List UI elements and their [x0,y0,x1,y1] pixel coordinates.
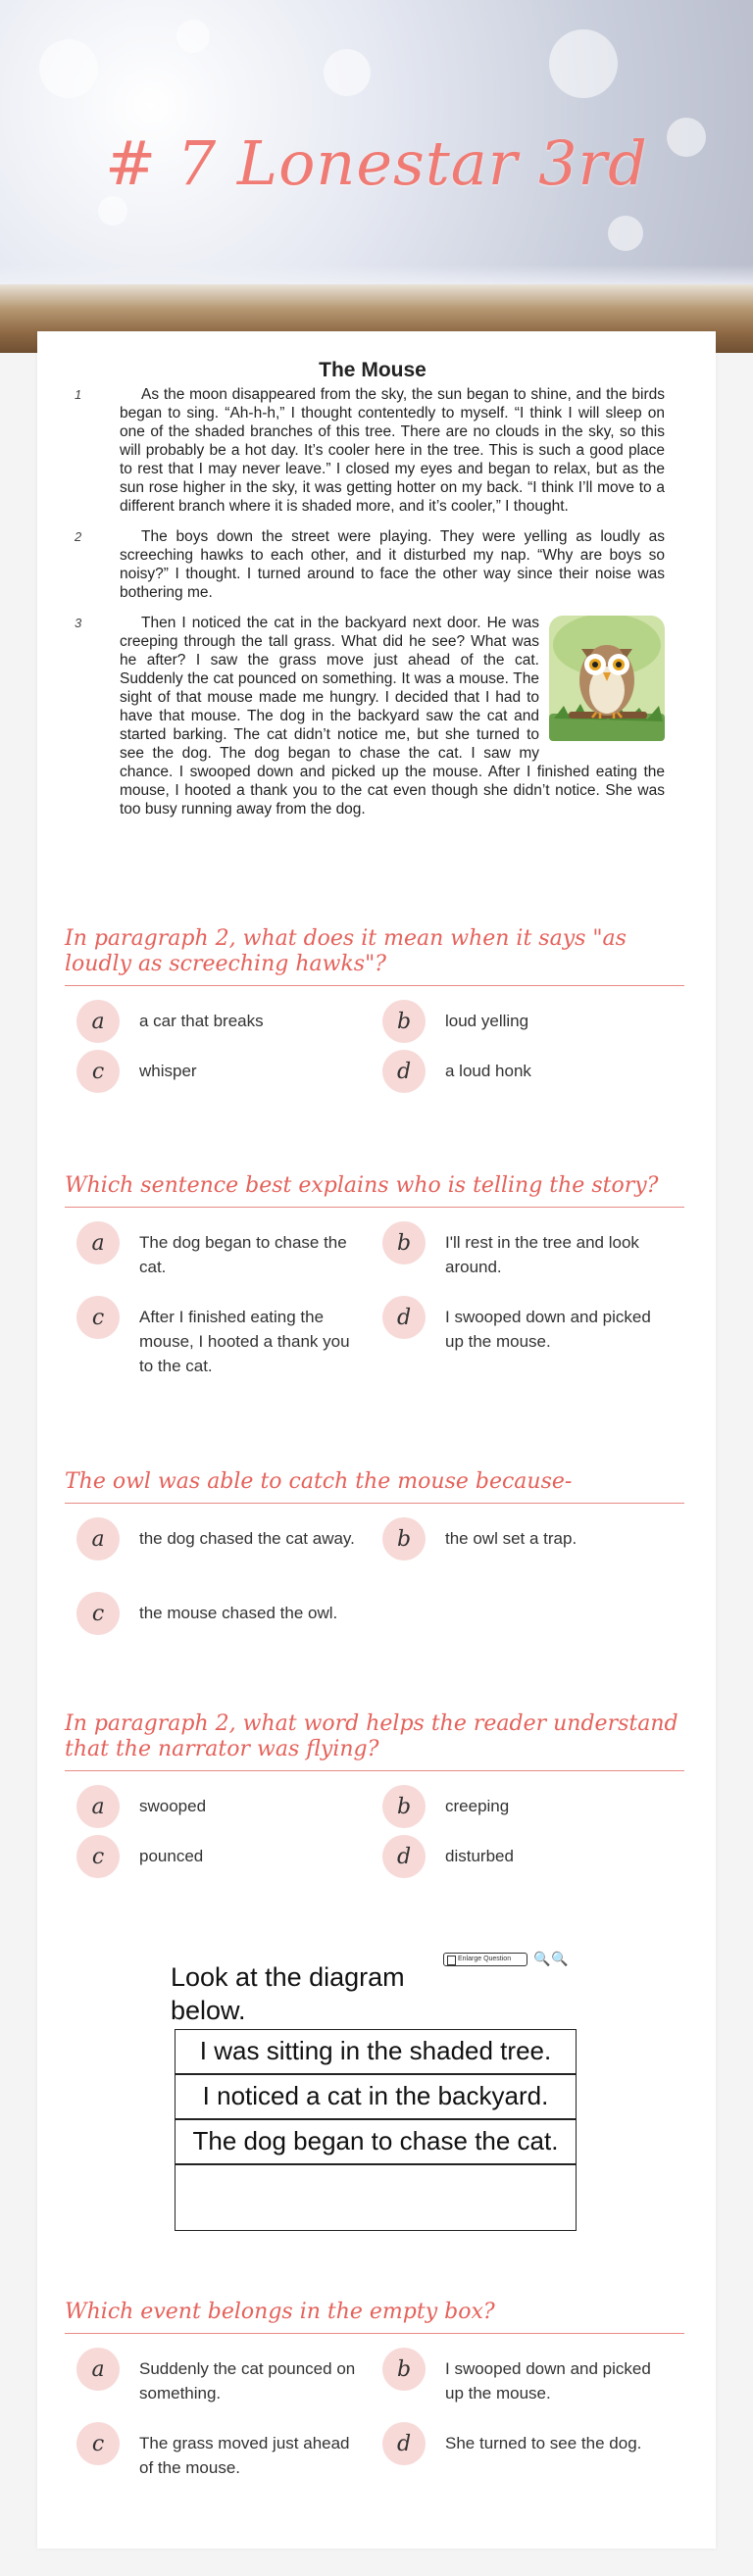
option-letter: d [382,1050,426,1093]
question-text: In paragraph 2, what word helps the reader understand that the narrator was flying? [65,1711,678,1761]
option-text: pounced [139,1847,204,1865]
option-d[interactable] [382,1050,677,1093]
option-d[interactable] [382,1835,677,1878]
page-title: # 7 Lonestar 3rd [105,127,648,199]
option-text: a car that breaks [139,1012,264,1030]
option-text: the mouse chased the owl. [139,1604,338,1622]
option-b[interactable] [382,1221,677,1279]
option-c[interactable] [76,1296,371,1378]
option-letter: d [382,2422,426,2465]
option-text: The grass moved just ahead of the mouse. [139,2434,350,2477]
diagram-caption: Look at the diagram below. [171,1962,405,2025]
zoom-in-icon[interactable]: 🔍 [533,1951,551,1966]
bokeh-light [98,196,127,225]
option-letter: a [76,1000,120,1043]
paragraph-text: Then I noticed the cat in the backyard next door. He was creeping through the tall grass. What did he see? What was he after? I saw the grass move just ahead of the cat. Suddenly the cat pounced on something. It was a mouse. The sight of that mouse made me hungry. I decided that I had to have that mouse. The dog in the backyard saw the cat and started barking. The cat didn’t notice me, but she turned to see the dog. The dog began to chase the cat. I saw my chance. I swooped down and picked up the mouse. After I finished eating the mouse, I hooted a thank you to the cat even though she didn’t notice. She was too busy running away from the dog. [120,615,665,817]
paragraph-3-body [120,614,665,818]
diagram-box-2: I noticed a cat in the backyard. [175,2074,577,2119]
option-d[interactable] [382,1296,677,1354]
option-a[interactable] [76,2348,371,2405]
option-text: a loud honk [445,1062,531,1080]
bokeh-light [608,216,643,251]
question-3 [65,1469,684,1645]
answer-options [65,1000,684,1098]
paragraph-number: 3 [75,616,82,630]
question-divider [65,1207,684,1208]
question-divider [65,2333,684,2334]
enlarge-question-button[interactable]: Enlarge Question [443,1953,527,1966]
diagram-box-1: I was sitting in the shaded tree. [175,2029,577,2074]
option-b[interactable] [382,1785,677,1828]
option-text: I swooped down and picked up the mouse. [445,1308,651,1351]
option-letter: a [76,2348,120,2391]
sequence-diagram [167,1953,608,2237]
option-c[interactable] [76,2422,371,2480]
option-a[interactable] [76,1785,371,1828]
option-letter: a [76,1785,120,1828]
header-banner [0,0,753,353]
option-letter: c [76,1592,120,1635]
bokeh-light [39,39,98,98]
answer-options [65,1221,684,1398]
reading-passage [75,359,665,830]
option-b[interactable] [382,1000,677,1043]
zoom-out-icon[interactable]: 🔍 [551,1951,569,1966]
question-divider [65,1503,684,1504]
paragraph-2 [75,527,665,602]
question-text: Which event belongs in the empty box? [65,2300,495,2324]
option-b[interactable] [382,1517,677,1560]
paragraph-text: As the moon disappeared from the sky, the sun began to shine, and the birds began to sing. “Ah-h-h,” I thought contentedly to myself. “I think I will sleep on one of the shaded branches of this tree. There are no clouds in the sky, so this will probably be a hot day. It’s cooler here in the tree. This is such a good place to rest that I may never leave.” I closed my eyes and began to relax, but as the sun rose higher in the sky, it was getting hotter on my back. “I think I’ll move to a different branch where it is shaded more, and it’s cooler,” I thought. [120,386,665,515]
option-letter: b [382,1517,426,1560]
answer-options [65,2348,684,2524]
option-letter: a [76,1221,120,1264]
option-text: The dog began to chase the cat. [139,1233,347,1276]
option-letter: c [76,1835,120,1878]
option-text: She turned to see the dog. [445,2434,642,2452]
option-letter: b [382,1785,426,1828]
question-4 [65,1711,684,1883]
option-d[interactable] [382,2422,677,2465]
option-letter: c [76,1296,120,1339]
option-c[interactable] [76,1592,371,1635]
bokeh-light [549,29,618,98]
option-text: I'll rest in the tree and look around. [445,1233,639,1276]
option-letter: b [382,1000,426,1043]
option-text: swooped [139,1797,207,1815]
answer-options [65,1785,684,1883]
owl-illustration [549,616,665,741]
question-divider [65,1770,684,1771]
question-2 [65,1173,684,1398]
paragraph-number: 1 [75,387,82,402]
option-letter: a [76,1517,120,1560]
bokeh-light [176,20,210,53]
answer-options [65,1517,684,1645]
option-letter: b [382,1221,426,1264]
option-text: the dog chased the cat away. [139,1529,355,1548]
diagram-box-3: The dog began to chase the cat. [175,2119,577,2164]
option-letter: c [76,1050,120,1093]
option-letter: c [76,2422,120,2465]
option-a[interactable] [76,1517,371,1560]
option-text: disturbed [445,1847,514,1865]
question-text: In paragraph 2, what does it mean when it says "as loudly as screeching hawks"? [65,926,627,976]
question-1 [65,926,684,1098]
passage-title: The Mouse [319,359,427,381]
option-a[interactable] [76,1221,371,1279]
option-b[interactable] [382,2348,677,2405]
paragraph-1 [75,385,665,516]
option-c[interactable] [76,1050,371,1093]
question-text: Which sentence best explains who is telling the story? [65,1173,659,1198]
option-text: loud yelling [445,1012,529,1030]
option-letter: d [382,1835,426,1878]
question-divider [65,985,684,986]
paragraph-text: The boys down the street were playing. They were yelling as loudly as screeching hawks to each other, and it disturbed my nap. “Why are boys so noisy?” I thought. I turned around to face the other way since their noise was bothering me. [120,528,665,601]
option-a[interactable] [76,1000,371,1043]
option-text: the owl set a trap. [445,1529,577,1548]
option-letter: b [382,2348,426,2391]
option-text: whisper [139,1062,197,1080]
option-text: After I finished eating the mouse, I hooted a thank you to the cat. [139,1308,350,1375]
option-text: Suddenly the cat pounced on something. [139,2359,356,2403]
paragraph-number: 2 [75,529,82,544]
paragraph-3 [75,614,665,818]
option-text: creeping [445,1797,510,1815]
diagram-box-empty [175,2164,577,2231]
question-5 [65,2300,684,2524]
option-text: I swooped down and picked up the mouse. [445,2359,651,2403]
option-letter: d [382,1296,426,1339]
question-text: The owl was able to catch the mouse because- [65,1469,573,1494]
option-c[interactable] [76,1835,371,1878]
bokeh-light [324,49,371,96]
